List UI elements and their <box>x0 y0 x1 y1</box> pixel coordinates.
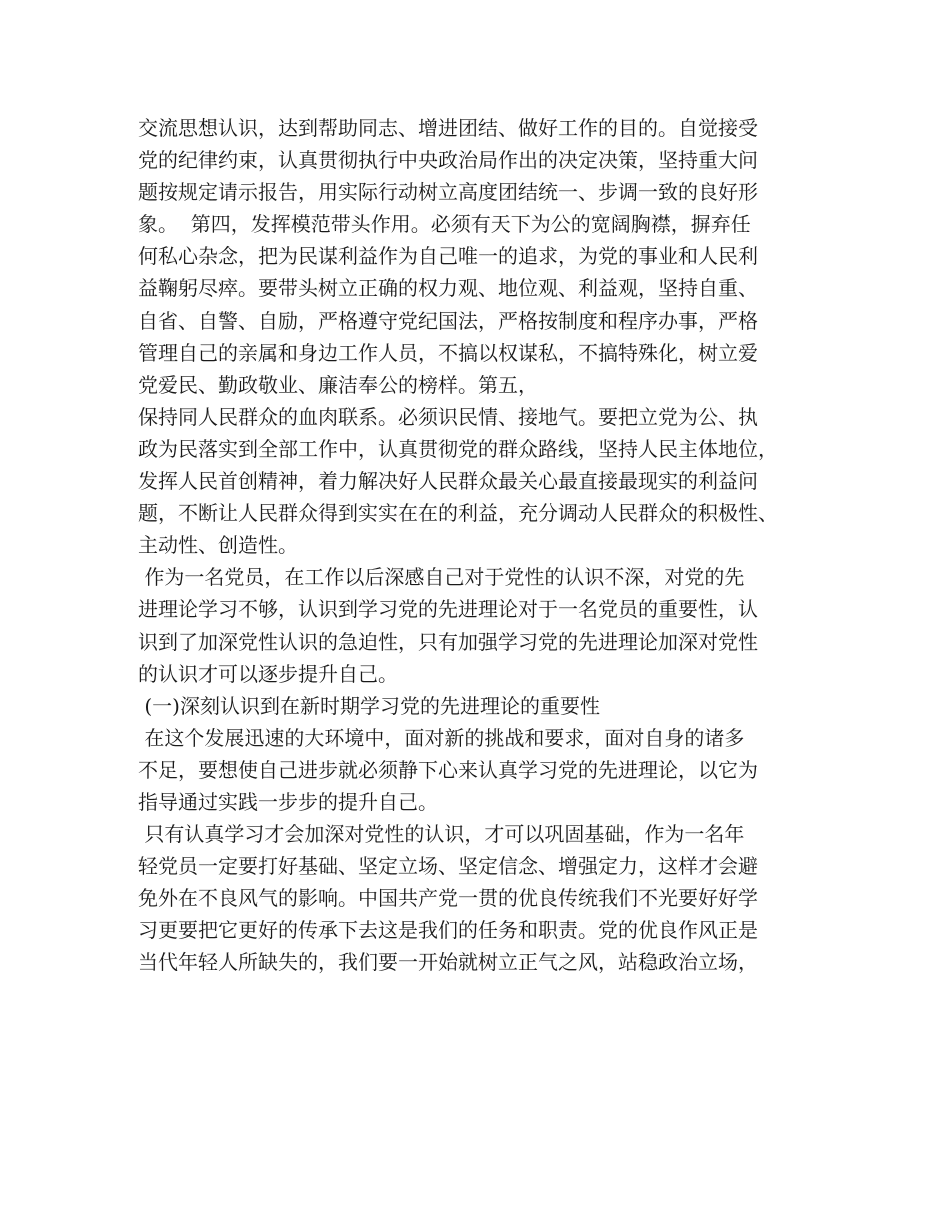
text-line: 管理自己的亲属和身边工作人员，不搞以权谋私，不搞特殊化，树立爱 <box>138 340 758 365</box>
text-line: 题按规定请示报告，用实际行动树立高度团结统一、步调一致的良好形 <box>138 180 758 205</box>
section-heading: (一)深刻认识到在新时期学习党的先进理论的重要性 <box>138 693 600 718</box>
text-line: 的认识才可以逐步提升自己。 <box>138 661 398 686</box>
text-line: 在这个发展迅速的大环境中，面对新的挑战和要求，面对自身的诸多 <box>138 725 745 750</box>
text-line: 当代年轻人所缺失的，我们要一开始就树立正气之风，站稳政治立场， <box>138 950 758 975</box>
text-line: 交流思想认识，达到帮助同志、增进团结、做好工作的目的。自觉接受 <box>138 116 758 140</box>
text-line: 发挥人民首创精神，着力解决好人民群众最关心最直接最现实的利益问 <box>138 469 758 494</box>
text-line: 主动性、创造性。 <box>138 533 298 558</box>
text-line: 题，不断让人民群众得到实实在在的利益，充分调动人民群众的积极性、 <box>138 501 778 526</box>
text-line: 何私心杂念，把为民谋利益作为自己唯一的追求，为党的事业和人民利 <box>138 244 758 269</box>
text-line: 进理论学习不够，认识到学习党的先进理论对于一名党员的重要性，认 <box>138 597 758 622</box>
text-line: 作为一名党员，在工作以后深感自己对于党性的认识不深，对党的先 <box>138 565 745 590</box>
document-body <box>138 112 828 979</box>
text-line: 只有认真学习才会加深对党性的认识，才可以巩固基础，作为一名年 <box>138 822 745 847</box>
text-line: 识到了加深党性认识的急迫性，只有加强学习党的先进理论加深对党性 <box>138 629 758 654</box>
text-line: 保持同人民群众的血肉联系。必须识民情、接地气。要把立党为公、执 <box>138 404 758 429</box>
text-line: 自省、自警、自励，严格遵守党纪国法，严格按制度和程序办事，严格 <box>138 308 758 333</box>
text-line: 政为民落实到全部工作中，认真贯彻党的群众路线，坚持人民主体地位， <box>138 436 778 461</box>
text-line: 象。 第四，发挥模范带头作用。必须有天下为公的宽阔胸襟，摒弃任 <box>138 212 751 237</box>
text-line: 益鞠躬尽瘁。要带头树立正确的权力观、地位观、利益观，坚持自重、 <box>138 276 758 301</box>
text-line: 免外在不良风气的影响。中国共产党一贯的优良传统我们不光要好好学 <box>138 886 758 911</box>
text-line: 党爱民、勤政敬业、廉洁奉公的榜样。第五， <box>138 372 538 397</box>
text-line: 轻党员一定要打好基础、坚定立场、坚定信念、增强定力，这样才会避 <box>138 854 758 879</box>
text-line: 不足，要想使自己进步就必须静下心来认真学习党的先进理论，以它为 <box>138 757 758 782</box>
text-line: 习更要把它更好的传承下去这是我们的任务和职责。党的优良作风正是 <box>138 918 758 943</box>
text-line: 指导通过实践一步步的提升自己。 <box>138 789 438 814</box>
text-line: 党的纪律约束，认真贯彻执行中央政治局作出的决定决策，坚持重大问 <box>138 148 758 173</box>
